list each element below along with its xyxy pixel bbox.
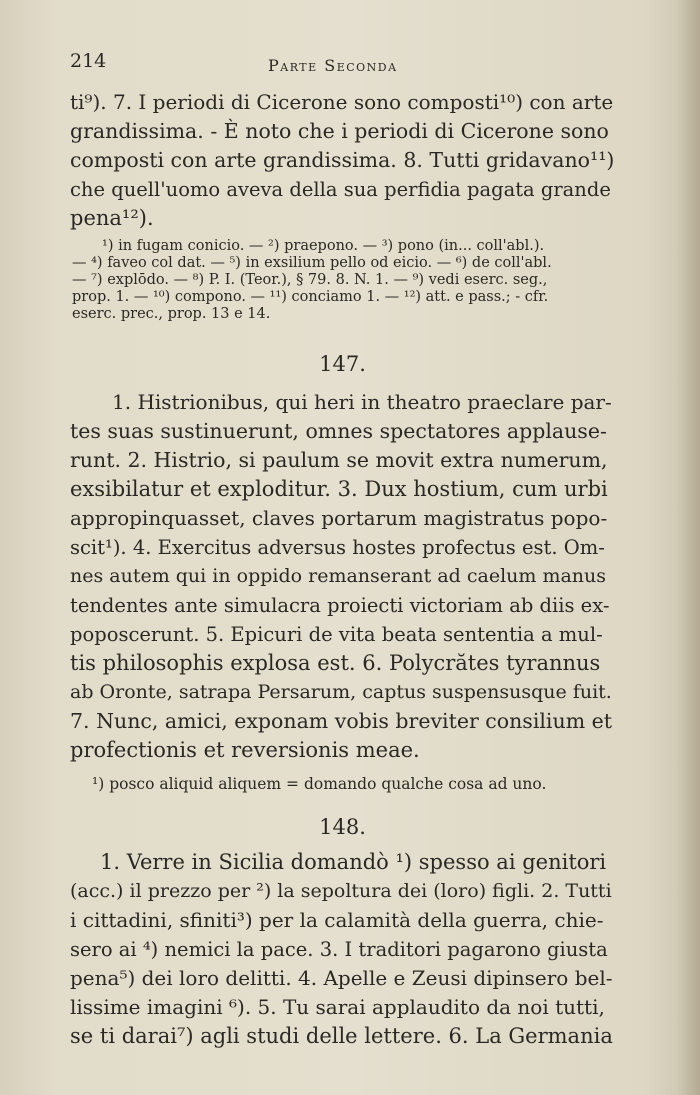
- text-line: profectionis et reversionis meae.: [70, 738, 420, 762]
- footnote-line: prop. 1. — ¹⁰) compono. — ¹¹) conciamo 1. — ¹²) att. e pass.; - cfr.: [72, 289, 549, 305]
- exercise-147-number-wrap: [70, 352, 615, 376]
- text-line: pena¹²).: [70, 206, 154, 230]
- footnote-line: ¹) in fugam conicio. — ²) praepono. — ³) pono (in... coll'abl.).: [102, 238, 545, 254]
- text-line: tes suas sustinuerunt, omnes spectatores applause-: [70, 419, 607, 443]
- text-line: composti con arte grandissima. 8. Tutti gridavano¹¹): [70, 148, 615, 172]
- text-line: i cittadini, sfiniti³) per la calamità della guerra, chie-: [70, 908, 604, 932]
- text-line: se ti darai⁷) agli studi delle lettere. 6. La Germania: [70, 1024, 613, 1048]
- text-line: grandissima. - È noto che i periodi di Cicerone sono: [70, 119, 609, 143]
- text-line: exsibilatur et exploditur. 3. Dux hostium, cum urbi: [70, 477, 608, 501]
- text-line: 1. Histrionibus, qui heri in theatro praeclare par-: [112, 390, 612, 414]
- page-number: 214: [70, 50, 107, 72]
- exercise-number: 148.: [319, 815, 366, 839]
- footnote-line: — ⁴) faveo col dat. — ⁵) in exsilium pello od eicio. — ⁶) de coll'abl.: [72, 255, 552, 271]
- text-line: 7. Nunc, amici, exponam vobis breviter consilium et: [70, 709, 613, 733]
- footnote-line: — ⁷) explōdo. — ⁸) P. I. (Teor.), § 79. 8. N. 1. — ⁹) vedi eserc. seg.,: [72, 272, 548, 288]
- text-line: appropinquasset, claves portarum magistratus popo-: [70, 506, 608, 530]
- text-line: lissime imagini ⁶). 5. Tu sarai applaudito da noi tutti,: [70, 995, 605, 1019]
- page-edge-shadow: [676, 0, 700, 1095]
- text-line: pena⁵) dei loro delitti. 4. Apelle e Zeusi dipinsero bel-: [70, 966, 613, 990]
- exercise-148-number-wrap: [70, 815, 615, 839]
- exercise-number: 147.: [319, 352, 366, 376]
- text-line: runt. 2. Histrio, si paulum se movit extra numerum,: [70, 448, 608, 472]
- text-line: 1. Verre in Sicilia domandò ¹) spesso ai genitori: [100, 850, 607, 874]
- text-line: tis philosophis explosa est. 6. Polycrătes tyrannus: [70, 651, 601, 675]
- footnote-line: eserc. prec., prop. 13 e 14.: [72, 306, 271, 322]
- exercise-147-footnote: [92, 776, 637, 793]
- text-line: poposcerunt. 5. Epicuri de vita beata sententia a mul-: [70, 623, 603, 646]
- footnote-line: ¹) posco aliquid aliquem = domando qualche cosa ad uno.: [92, 775, 547, 793]
- intro-paragraph: [70, 88, 615, 233]
- exercise-148-text: [70, 848, 615, 1051]
- intro-footnotes: [72, 238, 617, 323]
- text-line: che quell'uomo aveva della sua perfidia pagata grande: [70, 178, 611, 201]
- text-line: sero ai ⁴) nemici la pace. 3. I traditori pagarono giusta: [70, 938, 608, 961]
- exercise-147-text: [70, 388, 615, 765]
- text-line: scit¹). 4. Exercitus adversus hostes profectus est. Om-: [70, 536, 605, 559]
- text-line: tendentes ante simulacra proiecti victoriam ab diis ex-: [70, 594, 610, 617]
- text-line: (acc.) il prezzo per ²) la sepoltura dei (loro) figli. 2. Tutti: [70, 880, 612, 902]
- text-line: nes autem qui in oppido remanserant ad caelum manus: [70, 565, 607, 587]
- running-head: Parte Seconda: [268, 56, 398, 75]
- text-line: ab Oronte, satrapa Persarum, captus suspensusque fuit.: [70, 681, 612, 703]
- text-line: ti⁹). 7. I periodi di Cicerone sono composti¹⁰) con arte: [70, 90, 614, 114]
